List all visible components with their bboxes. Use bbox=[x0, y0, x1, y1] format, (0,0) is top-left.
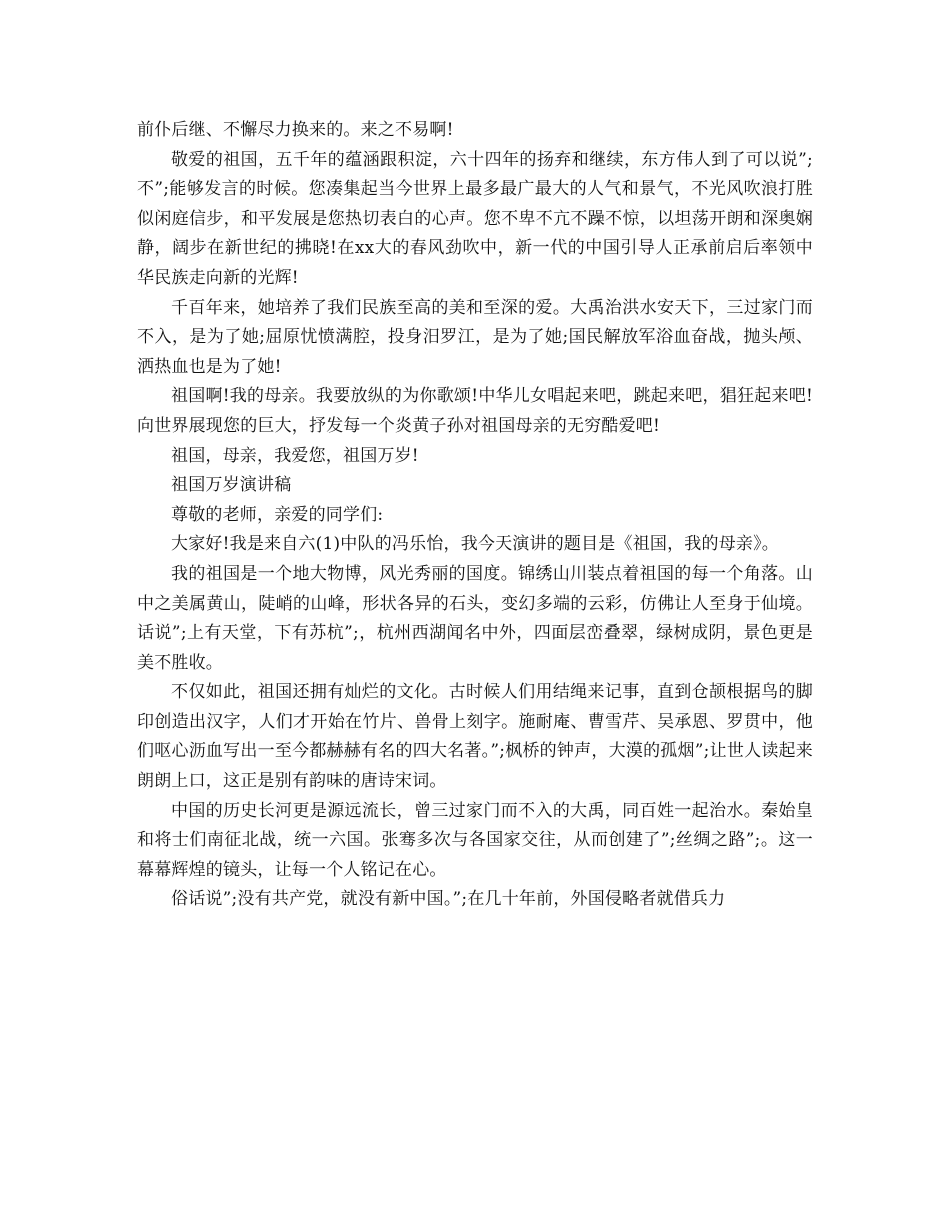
paragraph: 中国的历史长河更是源远流长，曾三过家门而不入的大禹，同百姓一起治水。秦始皇和将士们南征北战，统一六国。张骞多次与各国家交往，从而创建了”;丝绸之路”;。这一幕幕辉煌的镜头，让每一个人铭记在心。 bbox=[137, 800, 813, 880]
salutation: 尊敬的老师，亲爱的同学们: bbox=[171, 504, 384, 525]
paragraph: 前仆后继、不懈尽力换来的。来之不易啊! bbox=[137, 120, 454, 140]
paragraph: 祖国，母亲，我爱您，祖国万岁! bbox=[171, 445, 419, 466]
paragraph: 俗话说”;没有共产党，就没有新中国。”;在几十年前，外国侵略者就借兵力 bbox=[171, 889, 726, 910]
paragraph: 我的祖国是一个地大物博，风光秀丽的国度。锦绣山川装点着祖国的每一个角落。山中之美属黄山，陡峭的山峰，形状各异的石头，变幻多端的云彩，仿佛让人至身于仙境。话说”;上有天堂，下有苏杭”;，杭州西湖闻名中外，四面层峦叠翠，绿树成阴，景色更是美不胜收。 bbox=[137, 563, 813, 673]
section-title: 祖国万岁演讲稿 bbox=[171, 475, 292, 496]
paragraph: 祖国啊!我的母亲。我要放纵的为你歌颂!中华儿女唱起来吧，跳起来吧，猖狂起来吧!向世界展现您的巨大，抒发每一个炎黄子孙对祖国母亲的无穷酷爱吧! bbox=[137, 386, 813, 436]
paragraph: 千百年来，她培养了我们民族至高的美和至深的爱。大禹治洪水安天下，三过家门而不入，是为了她;屈原忧愤满腔，投身汨罗江，是为了她;国民解放军浴血奋战，抛头颅、洒热血也是为了她! bbox=[137, 297, 813, 377]
paragraph: 敬爱的祖国，五千年的蕴涵跟积淀，六十四年的扬弃和继续，东方伟人到了可以说”;不”;能够发言的时候。您凑集起当今世界上最多最广最大的人气和景气，不光风吹浪打胜似闲庭信步，和平发展是您热切表白的心声。您不卑不亢不躁不惊，以坦荡开朗和深奥娴静，阔步在新世纪的拂晓!在xx大的春风劲吹中，新一代的中国引导人正承前启后率领中华民族走向新的光辉! bbox=[137, 149, 813, 288]
paragraph: 大家好!我是来自六(1)中队的冯乐怡，我今天演讲的题目是《祖国，我的母亲》。 bbox=[171, 534, 780, 555]
paragraph: 不仅如此，祖国还拥有灿烂的文化。古时候人们用结绳来记事，直到仓颉根据鸟的脚印创造出汉字，人们才开始在竹片、兽骨上刻字。施耐庵、曹雪芹、吴承恩、罗贯中，他们呕心沥血写出一至今都赫赫有名的四大名著。”;枫桥的钟声，大漠的孤烟”;让世人读起来朗朗上口，这正是别有韵味的唐诗宋词。 bbox=[137, 682, 813, 792]
document-page bbox=[137, 116, 813, 915]
